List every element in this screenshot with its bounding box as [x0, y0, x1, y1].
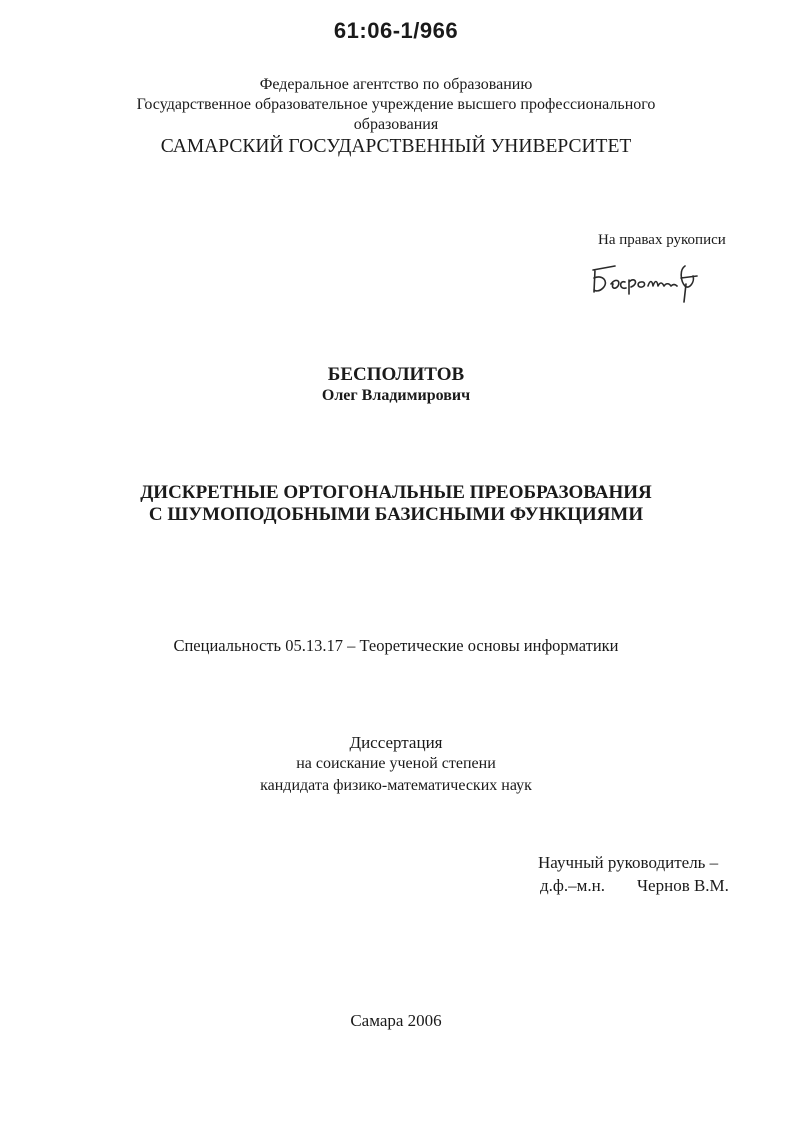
- supervisor-label: Научный руководитель –: [538, 853, 719, 872]
- thesis-title-line-2: С ШУМОПОДОБНЫМИ БАЗИСНЫМИ ФУНКЦИЯМИ: [148, 504, 644, 525]
- institution-line-1: Государственное образовательное учреждение высшего профессионального: [136, 96, 656, 113]
- thesis-title-line-1: ДИСКРЕТНЫЕ ОРТОГОНАЛЬНЫЕ ПРЕОБРАЗОВАНИЯ: [140, 482, 652, 503]
- specialty: Специальность 05.13.17 – Теоретические основы информатики: [173, 636, 619, 655]
- degree-purpose: на соискание ученой степени: [296, 755, 496, 772]
- archive-stamp: 61:06-1/966: [333, 18, 459, 43]
- dissertation-label: Диссертация: [349, 733, 443, 752]
- agency-name: Федеральное агентство по образованию: [259, 76, 533, 93]
- handwritten-signature: [585, 256, 715, 306]
- supervisor-degree: д.ф.–м.н.: [540, 876, 606, 895]
- degree-name: кандидата физико-математических наук: [260, 777, 532, 794]
- university-name: САМАРСКИЙ ГОСУДАРСТВЕННЫЙ УНИВЕРСИТЕТ: [160, 136, 632, 157]
- supervisor-name: Чернов В.М.: [637, 876, 729, 895]
- author-surname: БЕСПОЛИТОВ: [327, 364, 465, 385]
- rights-note: На правах рукописи: [598, 232, 726, 248]
- institution-line-2: образования: [353, 116, 439, 133]
- place-and-year: Самара 2006: [350, 1011, 442, 1030]
- author-full-name: Олег Владимирович: [321, 387, 471, 404]
